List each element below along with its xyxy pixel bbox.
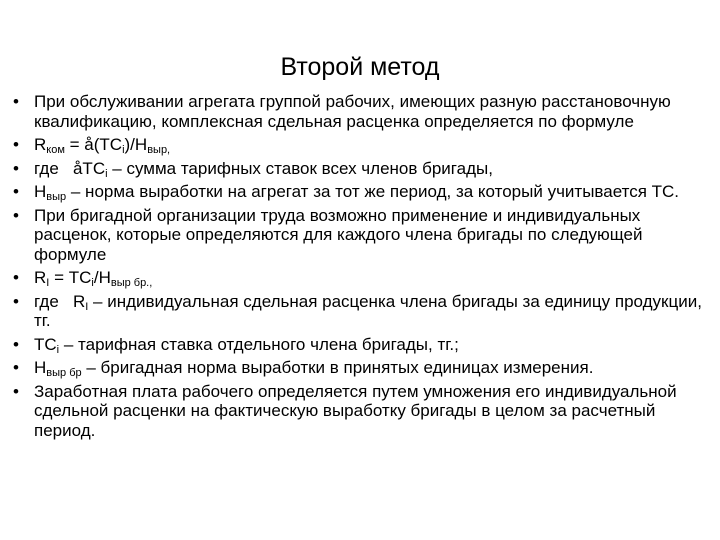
bullet-item (10, 358, 710, 378)
definition-body: – норма выработки на агрегат за тот же период, за который учитывается ТС. (66, 182, 680, 201)
slide-title: Второй метод (280, 53, 440, 81)
formula-text: )/Н (124, 135, 148, 154)
bullet-icon: • (13, 92, 19, 111)
definition-text (34, 292, 702, 331)
definition-text (34, 358, 593, 377)
bullet-item (10, 382, 710, 441)
bullet-item (10, 292, 710, 331)
bullet-text: Заработная плата рабочего определяется путем умножения его индивидуальной сдельной расценки на фактическую выработку бригады в целом за расчетный период. (34, 381, 677, 440)
formula-subscript: выр, (147, 144, 171, 156)
definition-body: – индивидуальная сдельная расценка члена бригады за единицу продукции, тг. (34, 291, 702, 330)
definition-text (34, 335, 459, 354)
formula-text: /Н (93, 268, 111, 287)
formula-subscript: i (91, 277, 94, 289)
bullet-item (10, 182, 710, 202)
bullet-item (10, 206, 710, 265)
formula-subscript: I (85, 300, 89, 313)
bullet-item (10, 335, 710, 355)
bullet-icon: • (13, 158, 19, 178)
definition-body: – бригадная норма выработки в принятых единицах измерения. (81, 358, 594, 377)
bullet-text: При бригадной организации труда возможно применение и индивидуальных расценок, которые определяются для каждого члена бригады по следующей формуле (34, 205, 643, 264)
bullet-item (10, 92, 710, 131)
bullet-icon: • (13, 182, 19, 201)
bullet-icon: • (13, 291, 19, 311)
formula-subscript: i (122, 144, 125, 156)
definition-term: где åТС (34, 158, 106, 178)
bullet-item (10, 135, 710, 155)
formula-complex-rate (34, 135, 170, 154)
definition-term: ТС (34, 334, 57, 354)
formula-subscript: выр (46, 191, 67, 203)
bullet-list (10, 92, 710, 444)
definition-term: Н (34, 182, 47, 201)
formula-subscript: i (105, 167, 108, 180)
formula-symbol: R (34, 268, 47, 287)
formula-subscript: выр бр (46, 367, 82, 379)
formula-subscript: I (46, 277, 50, 289)
definition-term: где R (34, 291, 86, 311)
definition-body: – тарифная ставка отдельного члена бригады, тг.; (59, 334, 459, 354)
formula-subscript: выр бр., (110, 277, 153, 289)
formula-subscript: ком (46, 144, 65, 156)
bullet-item (10, 268, 710, 288)
formula-symbol: R (34, 135, 47, 154)
bullet-text: При обслуживании агрегата группой рабочих, имеющих разную расстановочную квалификацию, комплексная сдельная расценка определяется по формуле (34, 92, 671, 131)
formula-text: = å(ТС (64, 135, 123, 154)
bullet-icon: • (13, 135, 19, 154)
bullet-icon: • (13, 205, 19, 225)
bullet-icon: • (13, 334, 19, 354)
formula-individual-rate (34, 268, 152, 287)
bullet-icon: • (13, 358, 19, 377)
definition-text (34, 159, 493, 178)
bullet-icon: • (13, 381, 19, 401)
formula-text: = ТС (49, 268, 92, 287)
bullet-icon: • (13, 268, 19, 287)
formula-subscript: i (56, 343, 60, 356)
bullet-item (10, 159, 710, 179)
definition-text (34, 182, 679, 201)
definition-body: – сумма тарифных ставок всех членов бригады, (107, 158, 493, 178)
definition-term: Н (34, 358, 47, 377)
